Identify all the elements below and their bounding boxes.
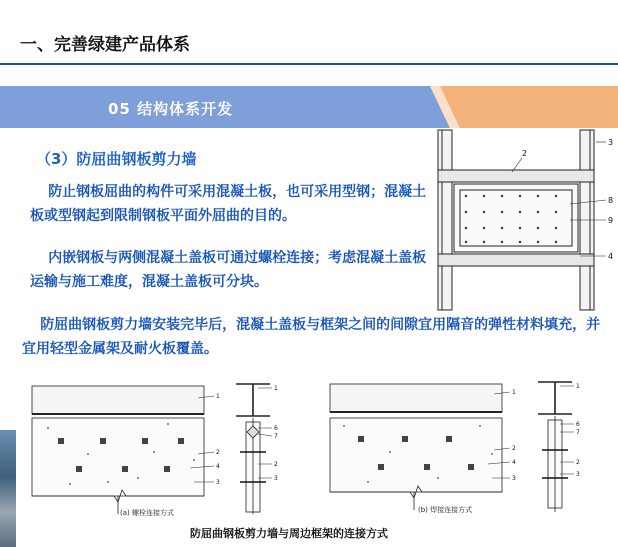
svg-text:6: 6 <box>576 421 580 428</box>
label-9: 9 <box>608 216 614 225</box>
svg-text:3: 3 <box>512 475 516 482</box>
svg-text:1: 1 <box>512 389 516 396</box>
banner-label: 05 结构体系开发 <box>108 100 234 118</box>
svg-text:2: 2 <box>216 449 220 456</box>
section-heading: （3）防屈曲钢板剪力墙 <box>36 150 197 168</box>
svg-text:2: 2 <box>576 459 580 466</box>
label-3: 3 <box>608 138 614 147</box>
svg-text:1: 1 <box>576 383 580 390</box>
page-title: 一、完善绿建产品体系 <box>20 35 190 55</box>
svg-text:6: 6 <box>274 425 278 432</box>
svg-text:1: 1 <box>216 393 220 400</box>
svg-text:4: 4 <box>216 463 220 470</box>
paragraph-1: 防止钢板屈曲的构件可采用混凝土板，也可采用型钢；混凝土板或型钢起到限制钢板平面外屈曲的目的。 <box>30 184 427 224</box>
figure-a-caption: (a) 螺栓连接方式 <box>120 509 174 517</box>
edge-photo-strip <box>0 430 16 547</box>
label-2: 2 <box>522 149 528 158</box>
paragraph-3: 防屈曲钢板剪力墙安装完毕后，混凝土盖板与框架之间的间隙宜用隔音的弹性材料填充，并宜用轻型金属架及耐火板覆盖。 <box>22 317 601 357</box>
label-8: 8 <box>608 196 614 205</box>
svg-text:2: 2 <box>274 461 278 468</box>
svg-text:2: 2 <box>512 445 516 452</box>
figure-caption: 防屈曲钢板剪力墙与周边框架的连接方式 <box>190 527 388 540</box>
svg-text:3: 3 <box>274 475 278 482</box>
section-banner <box>0 86 618 128</box>
svg-text:7: 7 <box>274 433 278 440</box>
svg-text:1: 1 <box>274 385 278 392</box>
connection-details-diagram <box>18 378 608 520</box>
svg-text:7: 7 <box>576 429 580 436</box>
label-4: 4 <box>608 252 614 261</box>
shear-wall-elevation-diagram <box>430 128 618 318</box>
svg-text:3: 3 <box>576 471 580 478</box>
figure-b-caption: (b) 焊接连接方式 <box>418 506 473 514</box>
svg-text:4: 4 <box>512 459 516 466</box>
svg-text:3: 3 <box>216 479 220 486</box>
title-divider <box>0 63 618 65</box>
paragraph-2: 内嵌钢板与两侧混凝土盖板可通过螺栓连接；考虑混凝土盖板运输与施工难度，混凝土盖板可分块。 <box>30 250 427 290</box>
